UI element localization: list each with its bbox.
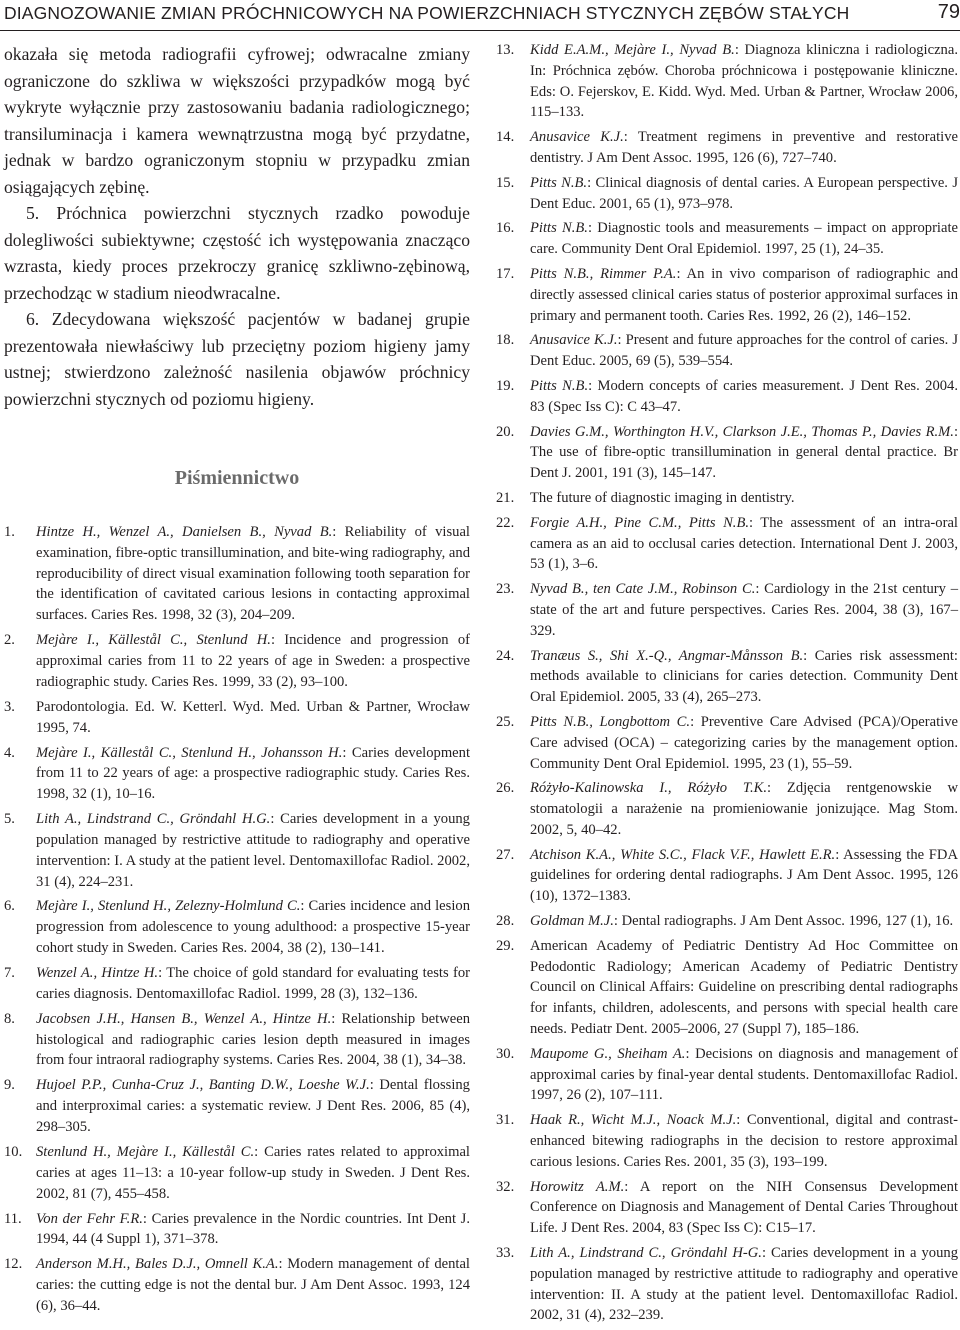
reference-number: 15. bbox=[496, 174, 515, 191]
reference-item bbox=[4, 1254, 470, 1316]
reference-item bbox=[492, 1044, 958, 1106]
reference-authors: Lith A., Lindstrand C., Gröndahl H-G. bbox=[530, 1245, 762, 1262]
reference-authors: Wenzel A., Hintze H. bbox=[36, 965, 159, 982]
reference-text bbox=[530, 173, 958, 215]
reference-text bbox=[530, 330, 958, 372]
reference-number: 19. bbox=[496, 377, 515, 394]
reference-item bbox=[492, 646, 958, 708]
reference-text bbox=[36, 743, 470, 805]
reference-item bbox=[4, 896, 470, 958]
reference-text bbox=[36, 1209, 470, 1251]
right-column bbox=[492, 40, 958, 1330]
reference-text bbox=[530, 513, 958, 575]
reference-citation: : Caries incidence and lesion progression from adolescence to young adulthood: a prospective 15-year cohort study in Sweden. Caries Res. 2004, 38 (2), 130–141. bbox=[36, 898, 470, 957]
reference-text bbox=[36, 809, 470, 892]
reference-text bbox=[36, 1142, 470, 1204]
reference-citation: Parodontologia. Ed. W. Ketterl. Wyd. Med. Urban & Partner, Wrocław 1995, 74. bbox=[36, 698, 470, 736]
reference-number: 11. bbox=[4, 1210, 22, 1227]
reference-citation: : Decisions on diagnosis and management of approximal caries by final-year dental students. Dentomaxillofac Radiol. 1997, 26 (2), 107–111. bbox=[530, 1045, 959, 1104]
reference-citation: : An in vivo comparison of radiographic and directly assessed clinical caries status of posterior approximal surfaces in primary and permanent tooth. Caries Res. 1992, 26 (2), 146–152. bbox=[530, 265, 959, 324]
reference-text bbox=[36, 1009, 470, 1071]
reference-item bbox=[492, 40, 958, 123]
reference-citation: : Caries prevalence in the Nordic countries. Int Dent J. 1994, 44 (4 Suppl 1), 371–378. bbox=[36, 1210, 471, 1248]
reference-text bbox=[530, 911, 958, 932]
reference-item bbox=[4, 1075, 470, 1137]
reference-item bbox=[492, 1243, 958, 1326]
reference-number: 4. bbox=[4, 744, 15, 761]
reference-authors: Von der Fehr F.R. bbox=[36, 1210, 143, 1227]
reference-item bbox=[4, 630, 470, 692]
page-number: 79 bbox=[937, 1, 960, 23]
reference-item bbox=[4, 1142, 470, 1204]
reference-text bbox=[530, 264, 958, 326]
reference-number: 16. bbox=[496, 220, 515, 237]
reference-citation: : Assessing the FDA guidelines for ordering dental radiographs. J Am Dent Assoc. 1995, 126 (10), 1372–1383. bbox=[530, 846, 958, 905]
reference-text bbox=[530, 579, 958, 641]
reference-item bbox=[492, 845, 958, 907]
reference-authors: Forgie A.H., Pine C.M., Pitts N.B. bbox=[530, 514, 750, 531]
reference-number: 22. bbox=[496, 514, 515, 531]
left-column bbox=[4, 40, 470, 1321]
reference-number: 24. bbox=[496, 647, 515, 664]
reference-item bbox=[492, 488, 958, 509]
reference-item bbox=[492, 936, 958, 1040]
reference-number: 23. bbox=[496, 581, 515, 598]
reference-text bbox=[530, 218, 958, 260]
reference-citation: : Caries risk assessment: methods available to clinicians for caries detection. Community Dent Oral Epidemiol. 2005, 33 (4), 265–273. bbox=[530, 647, 958, 706]
reference-number: 6. bbox=[4, 898, 15, 915]
reference-number: 28. bbox=[496, 913, 515, 930]
reference-citation: : Caries development from 11 to 22 years of age: a prospective radiographic study. Caries Res. 1998, 32 (1), 10–16. bbox=[36, 744, 470, 803]
reference-text bbox=[530, 488, 958, 509]
reference-number: 31. bbox=[496, 1112, 515, 1129]
reference-item bbox=[4, 743, 470, 805]
reference-item bbox=[492, 712, 958, 774]
reference-citation: : The assessment of an intra-oral camera as an aid to occlusal caries detection. International Dent J. 2003, 53 (1), 3–6. bbox=[530, 514, 958, 573]
reference-citation: : The choice of gold standard for evaluating tests for caries diagnosis. Dentomaxillofac Radiol. 1999, 28 (3), 132–136. bbox=[36, 965, 470, 1002]
reference-text bbox=[36, 630, 470, 692]
reference-citation: : A report on the NIH Consensus Development Conference on Diagnosis and Management of Dental Caries Throughout Life. J Dent Res. 2004, 83 (Spec Iss C): C15–17. bbox=[530, 1178, 958, 1237]
references-heading: Piśmiennictwo bbox=[174, 467, 300, 489]
reference-item bbox=[4, 963, 470, 1005]
reference-authors: Jacobsen J.H., Hansen B., Wenzel A., Hintze H. bbox=[36, 1010, 332, 1027]
reference-item bbox=[4, 1209, 470, 1251]
reference-item bbox=[492, 422, 958, 484]
reference-authors: Mejàre I., Källestål C., Stenlund H., Johansson H. bbox=[36, 744, 343, 761]
reference-number: 30. bbox=[496, 1045, 515, 1062]
reference-list-right bbox=[492, 40, 958, 1326]
reference-text bbox=[530, 376, 958, 418]
reference-item bbox=[492, 911, 958, 932]
reference-item bbox=[4, 697, 470, 739]
reference-number: 12. bbox=[4, 1256, 23, 1273]
reference-number: 29. bbox=[496, 937, 515, 954]
reference-citation: : Caries development in a young population managed by restrictive attitude to radiography and operative intervention: II. A study at the patient level. Dentomaxillofac Radiol. 2002, 31 (4), 232–239. bbox=[530, 1245, 958, 1324]
reference-citation: : Dental flossing and interproximal caries: a systematic review. J Dent Res. 2006, 85 (4), 298–305. bbox=[36, 1077, 470, 1136]
reference-authors: Pitts N.B., Longbottom C. bbox=[530, 713, 691, 730]
reference-number: 13. bbox=[496, 42, 515, 58]
conclusion-paragraph-continued: okazała się metoda radiografii cyfrowej; odwracalne zmiany ograniczone do szkliwa w większości przypadków mogą być wykryte wyłącznie przy zastosowaniu badania radiologicznego; transiluminacja i kamera wewnątrzustna mogą być przydatne, jednak w bardzo ograniczonym stopniu w przypadku zmian osiągających zębinę. bbox=[4, 44, 470, 197]
reference-citation: : Relationship between histological and radiographic caries lesion depth measured in images from four intraoral radiography systems. Caries Res. 2004, 38 (1), 34–38. bbox=[36, 1010, 471, 1069]
reference-number: 20. bbox=[496, 423, 515, 440]
reference-text bbox=[36, 697, 470, 739]
reference-authors: Mejàre I., Källestål C., Stenlund H. bbox=[36, 632, 271, 649]
reference-authors: Maupome G., Sheiham A. bbox=[530, 1045, 686, 1062]
reference-text bbox=[36, 896, 470, 958]
reference-citation: : Preventive Care Advised (PCA)/Operative Care advised (OCA) – categorizing caries by the management option. Community Dent Oral Epidemiol. 1995, 23 (1), 55–59. bbox=[530, 713, 959, 772]
reference-number: 2. bbox=[4, 632, 15, 649]
reference-item bbox=[492, 173, 958, 215]
reference-text bbox=[530, 778, 958, 840]
reference-authors: Goldman M.J. bbox=[530, 913, 614, 930]
reference-number: 14. bbox=[496, 129, 515, 146]
reference-text bbox=[36, 1254, 470, 1316]
reference-citation: : Modern management of dental caries: the cutting edge is not the dental bur. J Am Dent Assoc. 1993, 124 (6), 36–44. bbox=[36, 1256, 470, 1314]
reference-item bbox=[492, 264, 958, 326]
reference-citation: : Clinical diagnosis of dental caries. A European perspective. J Dent Educ. 2001, 65 (1), 973–978. bbox=[530, 174, 958, 212]
reference-item bbox=[492, 1110, 958, 1172]
running-header-title: DIAGNOZOWANIE ZMIAN PRÓCHNICOWYCH NA POWIERZCHNIACH STYCZNYCH ZĘBÓW STAŁYCH bbox=[4, 3, 850, 23]
reference-citation: : Diagnoza kliniczna i radiologiczna. In: Próchnica zębów. Choroba próchnicowa i postępowanie kliniczne. Eds: O. Fejerskov, E. Kidd. Wyd. Med. Urban & Partner, Wrocław 2006, 115–133. bbox=[530, 42, 958, 121]
reference-citation: : Conventional, digital and contrast-enhanced bitewing radiographs in the decision to restore approximal carious lesions. Caries Res. 2001, 35 (3), 193–199. bbox=[530, 1112, 958, 1170]
reference-number: 26. bbox=[496, 780, 515, 797]
reference-authors: Lith A., Lindstrand C., Gröndahl H.G. bbox=[36, 811, 271, 828]
reference-citation: : Cardiology in the 21st century – state of the art and future perspectives. Caries Res. 2004, 38 (3), 167–329. bbox=[530, 581, 958, 639]
reference-authors: Hujoel P.P., Cunha-Cruz J., Banting D.W., Loeshe W.J. bbox=[36, 1077, 370, 1094]
reference-item bbox=[492, 513, 958, 575]
reference-item bbox=[492, 330, 958, 372]
reference-number: 27. bbox=[496, 846, 515, 863]
reference-citation: : Zdjęcia rentgenowskie w stomatologii a narażenie na promieniowanie jonizujące. Mag Stom. 2002, 5, 40–42. bbox=[530, 780, 958, 838]
reference-authors: Nyvad B., ten Cate J.M., Robinson C. bbox=[530, 581, 756, 598]
reference-number: 5. bbox=[4, 811, 15, 828]
reference-number: 25. bbox=[496, 713, 515, 730]
reference-authors: Tranæus S., Shi X.-Q., Angmar-Månsson B. bbox=[530, 647, 804, 664]
reference-citation: American Academy of Pediatric Dentistry Ad Hoc Committee on Pedodontic Radiology; American Academy of Pediatric Dentistry Council on Clinical Affairs: Guideline on prescribing dental radiographs for infants, children, adolescents, and persons with special health care needs. Pediatr Dent. 2005–2006, 27 (Suppl 7), 185–186. bbox=[530, 937, 958, 1038]
reference-number: 7. bbox=[4, 965, 15, 982]
running-header bbox=[0, 0, 960, 34]
reference-authors: Anusavice K.J. bbox=[530, 332, 618, 349]
reference-authors: Haak R., Wicht M.J., Noack M.J. bbox=[530, 1112, 737, 1129]
reference-authors: Anderson M.H., Bales D.J., Omnell K.A. bbox=[36, 1256, 279, 1273]
reference-text bbox=[530, 1110, 958, 1172]
reference-item bbox=[4, 1009, 470, 1071]
reference-number: 3. bbox=[4, 698, 15, 715]
reference-number: 17. bbox=[496, 265, 515, 282]
reference-number: 21. bbox=[496, 489, 515, 506]
reference-text bbox=[530, 1243, 958, 1326]
reference-citation: : Caries development in a young population managed by restrictive attitude to radiography and operative intervention: I. A study at the patient level. Dentomaxillofac Radiol. 2002, 31 (4), 224–231. bbox=[36, 811, 470, 890]
reference-number: 33. bbox=[496, 1245, 515, 1262]
reference-authors: Hintze H., Wenzel A., Danielsen B., Nyvad B. bbox=[36, 524, 333, 540]
reference-authors: Pitts N.B. bbox=[530, 174, 588, 191]
reference-item bbox=[492, 218, 958, 260]
reference-authors: Mejàre I., Stenlund H., Zelezny-Holmlund C. bbox=[36, 898, 301, 915]
reference-text bbox=[530, 40, 958, 123]
reference-number: 1. bbox=[4, 524, 15, 540]
reference-item bbox=[4, 809, 470, 892]
reference-citation: : Treatment regimens in preventive and restorative dentistry. J Am Dent Assoc. 1995, 126 (6), 727–740. bbox=[530, 129, 958, 166]
reference-text bbox=[36, 1075, 470, 1137]
reference-item bbox=[492, 1177, 958, 1239]
conclusion-point-5: 5. Próchnica powierzchni stycznych rzadko powoduje dolegliwości subiektywne; częstość ich występowania znacząco wzrasta, kiedy proces przekroczy granicę szkliwno-zębinową, przechodząc w stadium nieodwracalne. bbox=[4, 203, 470, 303]
reference-list-left bbox=[4, 522, 470, 1317]
reference-text bbox=[530, 845, 958, 907]
reference-citation: : The use of fibre-optic transillumination in general dental practice. Br Dent J. 2001, 191 (3), 145–147. bbox=[530, 423, 958, 482]
reference-item bbox=[4, 522, 470, 626]
reference-text bbox=[530, 127, 958, 169]
reference-authors: Pitts N.B. bbox=[530, 377, 589, 394]
reference-citation: : Present and future approaches for the control of caries. J Dent Educ. 2005, 69 (5), 539–554. bbox=[530, 332, 958, 370]
reference-authors: Anusavice K.J. bbox=[530, 129, 624, 146]
reference-authors: Horowitz A.M. bbox=[530, 1178, 625, 1195]
reference-number: 8. bbox=[4, 1010, 15, 1027]
reference-citation: : Dental radiographs. J Am Dent Assoc. 1996, 127 (1), 16. bbox=[613, 913, 954, 930]
reference-text bbox=[530, 936, 958, 1040]
header-rule bbox=[0, 30, 960, 31]
reference-citation: : Modern concepts of caries measurement. J Dent Res. 2004. 83 (Spec Iss C): C 43–47. bbox=[530, 377, 958, 415]
reference-citation: : Diagnostic tools and measurements – impact on appropriate care. Community Dent Oral Epidemiol. 1997, 25 (1), 24–35. bbox=[530, 220, 958, 258]
reference-text bbox=[530, 1177, 958, 1239]
reference-authors: Stenlund H., Mejàre I., Källestål C. bbox=[36, 1144, 255, 1160]
conclusion-point-6: 6. Zdecydowana większość pacjentów w badanej grupie prezentowała niewłaściwy lub przeciętny poziom higieny jamy ustnej; stwierdzono zależność nasilenia objawów próchnicy powierzchni stycznych od poziomu higieny. bbox=[4, 309, 470, 409]
reference-authors: Pitts N.B. bbox=[530, 220, 588, 237]
reference-item bbox=[492, 127, 958, 169]
reference-item bbox=[492, 778, 958, 840]
reference-text bbox=[36, 522, 470, 626]
reference-number: 9. bbox=[4, 1077, 15, 1094]
reference-text bbox=[36, 963, 470, 1005]
reference-citation: : Caries rates related to approximal caries at ages 11–13: a 10-year follow-up study in Sweden. J Dent Res. 2002, 81 (7), 455–458. bbox=[36, 1144, 470, 1202]
reference-text bbox=[530, 422, 958, 484]
reference-text bbox=[530, 712, 958, 774]
reference-authors: Różyło-Kalinowska I., Różyło T.K. bbox=[530, 780, 767, 797]
reference-citation: The future of diagnostic imaging in dentistry. bbox=[530, 489, 795, 506]
reference-number: 10. bbox=[4, 1144, 23, 1160]
reference-authors: Atchison K.A., White S.C., Flack V.F., Hawlett E.R. bbox=[530, 846, 836, 863]
reference-text bbox=[530, 646, 958, 708]
reference-authors: Kidd E.A.M., Mejàre I., Nyvad B. bbox=[530, 42, 735, 58]
reference-item bbox=[492, 376, 958, 418]
reference-number: 32. bbox=[496, 1178, 515, 1195]
reference-item bbox=[492, 579, 958, 641]
reference-authors: Davies G.M., Worthington H.V., Clarkson J.E., Thomas P., Davies R.M. bbox=[530, 423, 954, 440]
reference-number: 18. bbox=[496, 332, 515, 349]
reference-citation: : Incidence and progression of approximal caries from 11 to 22 years of age in Sweden: a prospective radiographic study. Caries Res. 1999, 33 (2), 93–100. bbox=[36, 632, 470, 690]
reference-citation: : Reliability of visual examination, fibre-optic transillumination, and bite-wing radiography, and reproducibility of direct visual examination following tooth separation for the identification of cavitated carious lesions in contacting approximal surfaces. Caries Res. 1998, 32 (3), 204–209. bbox=[36, 524, 470, 624]
reference-authors: Pitts N.B., Rimmer P.A. bbox=[530, 265, 677, 282]
reference-text bbox=[530, 1044, 958, 1106]
